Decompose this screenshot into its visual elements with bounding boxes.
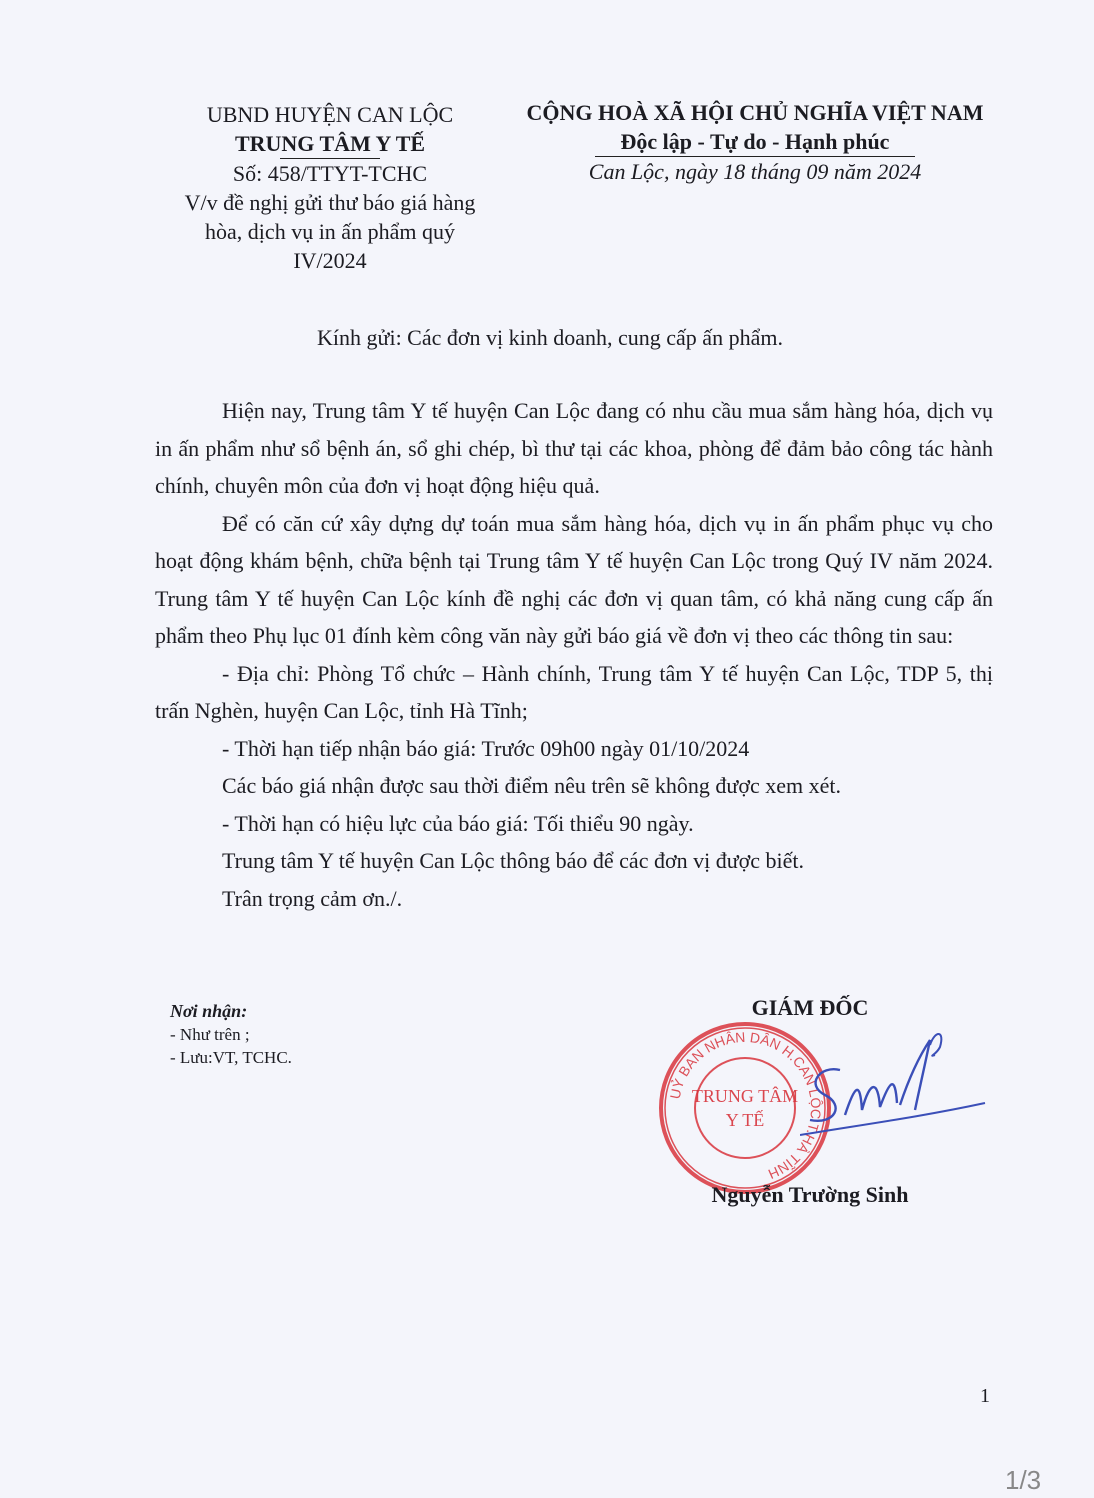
- paragraph-1: Hiện nay, Trung tâm Y tế huyện Can Lộc đang có nhu cầu mua sắm hàng hóa, dịch vụ in ấn phẩm như sổ bệnh án, sổ ghi chép, bì thư tại các khoa, phòng để đảm bảo công tác hành chính, chuyên môn của đơn vị hoạt động hiệu quả.: [155, 398, 993, 498]
- paragraph-deadline: - Thời hạn tiếp nhận báo giá: Trước 09h00 ngày 01/10/2024: [222, 735, 750, 761]
- place-date: Can Lộc, ngày 18 tháng 09 năm 2024: [588, 159, 922, 184]
- header-right: [500, 98, 1010, 186]
- paragraph-validity: - Thời hạn có hiệu lực của báo giá: Tối thiểu 90 ngày.: [222, 810, 694, 836]
- signer-name: Nguyễn Trường Sinh: [711, 1182, 909, 1207]
- paragraph-notice: Trung tâm Y tế huyện Can Lộc thông báo để các đơn vị được biết.: [222, 848, 805, 873]
- recipient-item: - Lưu:VT, TCHC.: [170, 1048, 292, 1067]
- page-number: 1: [980, 1385, 990, 1407]
- paragraph-thanks: Trân trọng cảm ơn./.: [222, 885, 403, 911]
- stamp-center-line-1: TRUNG TÂM: [691, 1086, 799, 1106]
- recipient-item: - Như trên ;: [170, 1025, 250, 1044]
- paragraph-2: Để có căn cứ xây dựng dự toán mua sắm hàng hóa, dịch vụ in ấn phẩm phục vụ cho hoạt động khám bệnh, chữa bệnh tại Trung tâm Y tế huyện Can Lộc trong Quý IV năm 2024. Trung tâm Y tế huyện Can Lộc kính đề nghị các đơn vị quan tâm, có khả năng cung cấp ấn phẩm theo Phụ lục 01 đính kèm công văn này gửi báo giá về đơn vị theo các thông tin sau:: [155, 510, 993, 648]
- recipients-block: [170, 1000, 292, 1069]
- subject-line-1: V/v đề nghị gửi thư báo giá hàng: [184, 190, 476, 215]
- stamp-center-line-2: Y TẾ: [725, 1110, 765, 1130]
- handwritten-signature: [800, 1025, 990, 1140]
- subject-line-2: hòa, dịch vụ in ấn phẩm quý: [205, 219, 455, 244]
- nation-title: CỘNG HOÀ XÃ HỘI CHỦ NGHĨA VIỆT NAM: [526, 100, 984, 125]
- agency-name: UBND HUYỆN CAN LỘC: [206, 102, 454, 127]
- salutation: Kính gửi: Các đơn vị kinh doanh, cung cấp ấn phẩm.: [317, 325, 783, 350]
- letter-body: [155, 392, 993, 917]
- paragraph-address: - Địa chỉ: Phòng Tổ chức – Hành chính, Trung tâm Y tế huyện Can Lộc, TDP 5, thị trấn Nghèn, huyện Can Lộc, tỉnh Hà Tĩnh;: [155, 660, 993, 723]
- recipients-title: Nơi nhận:: [170, 1001, 248, 1021]
- signer-title: GIÁM ĐỐC: [751, 995, 869, 1020]
- page-counter: 1/3: [1005, 1465, 1042, 1495]
- header-left: [140, 100, 520, 275]
- unit-name: TRUNG TÂM Y TẾ: [234, 131, 426, 156]
- motto: Độc lập - Tự do - Hạnh phúc: [620, 129, 890, 154]
- document-number: Số: 458/TTYT-TCHC: [232, 161, 428, 186]
- stamp-ring-text: UỶ BAN NHÂN DÂN H.CAN LỘC T.HÀ TĨNH: [666, 1028, 825, 1183]
- paragraph-late-notice: Các báo giá nhận được sau thời điểm nêu trên sẽ không được xem xét.: [222, 773, 841, 798]
- subject-line-3: IV/2024: [293, 248, 367, 273]
